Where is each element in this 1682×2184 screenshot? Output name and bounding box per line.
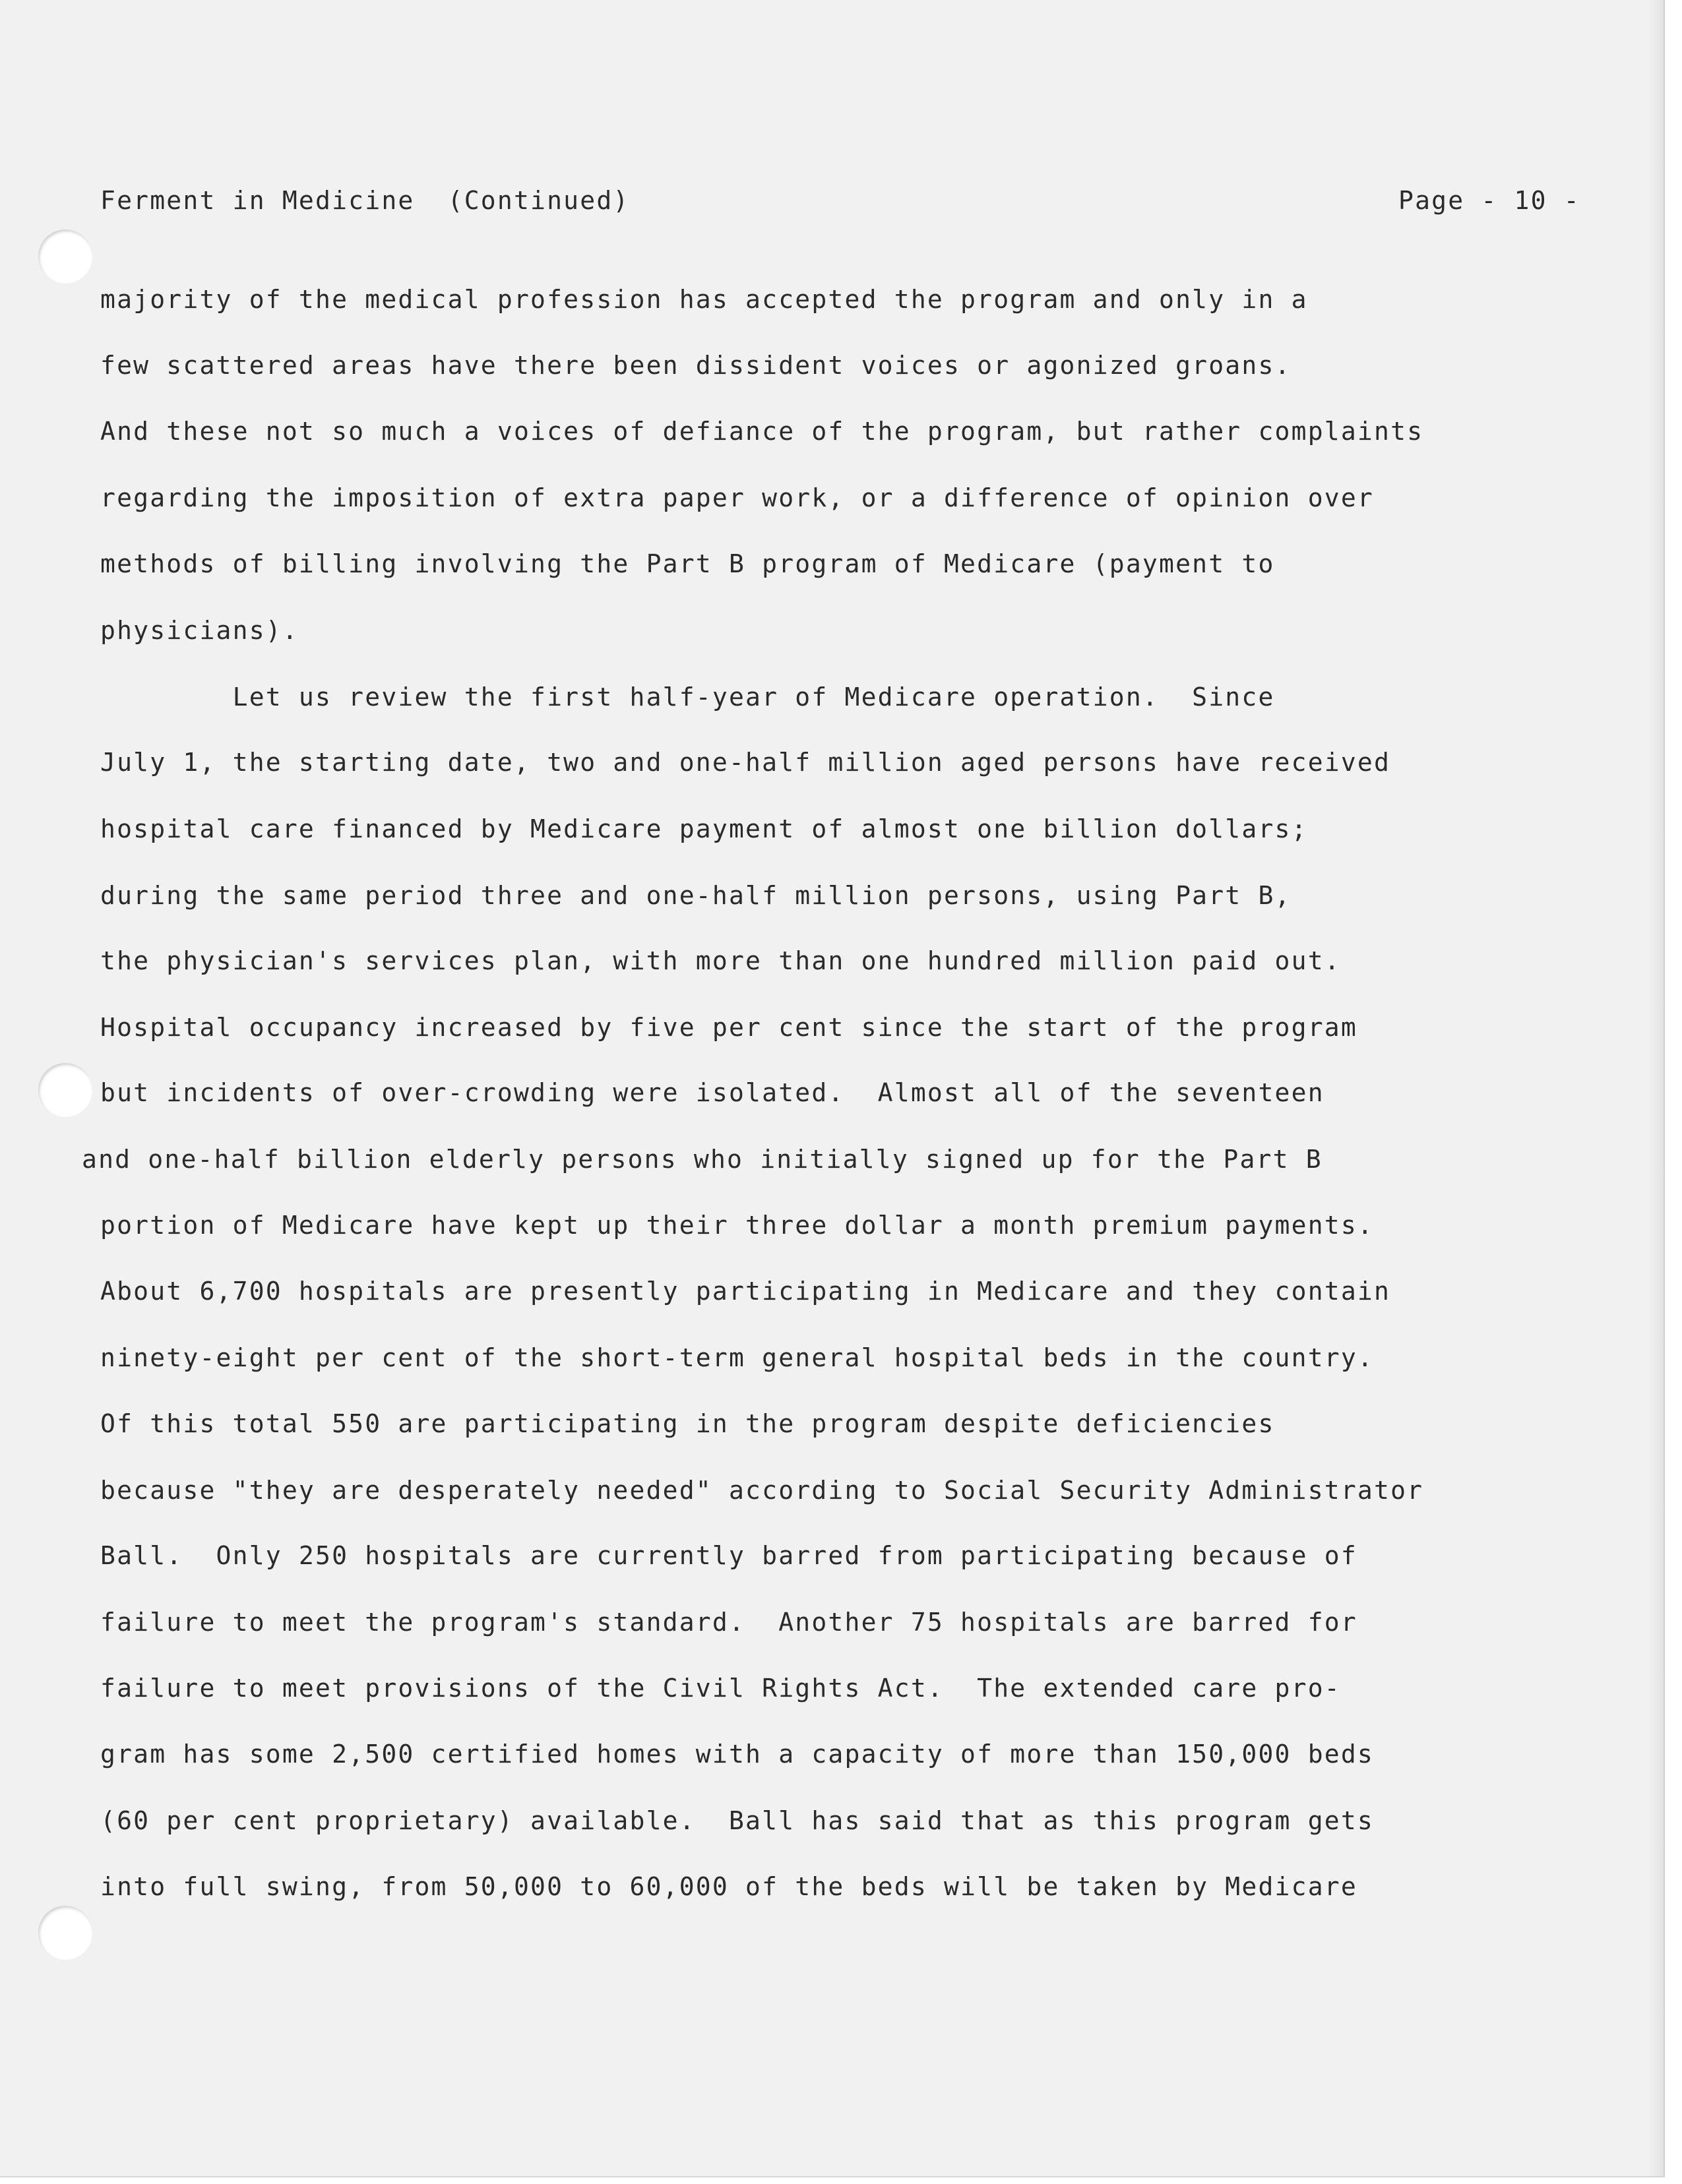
- text-line: portion of Medicare have kept up their three dollar a month premium payments.: [100, 1211, 1375, 1240]
- text-line: and one-half billion elderly persons who initially signed up for the Part B: [82, 1145, 1323, 1174]
- text-line: failure to meet the program's standard. Another 75 hospitals are barred for: [100, 1608, 1357, 1637]
- text-line: regarding the imposition of extra paper work, or a difference of opinion over: [100, 483, 1375, 512]
- text-line: during the same period three and one-half million persons, using Part B,: [100, 881, 1292, 910]
- text-line: July 1, the starting date, two and one-half million aged persons have received: [100, 748, 1391, 777]
- text-line: the physician's services plan, with more than one hundred million paid out.: [100, 946, 1341, 975]
- text-line: because "they are desperately needed" according to Social Security Administrator: [100, 1476, 1424, 1505]
- text-line: physicians).: [100, 616, 299, 645]
- text-line: Of this total 550 are participating in the program despite deficiencies: [100, 1409, 1275, 1438]
- binder-hole-middle: [38, 1063, 92, 1117]
- text-line: gram has some 2,500 certified homes with a capacity of more than 150,000 beds: [100, 1740, 1375, 1769]
- binder-hole-top: [38, 229, 92, 284]
- text-line: methods of billing involving the Part B program of Medicare (payment to: [100, 549, 1275, 578]
- running-header-title: Ferment in Medicine (Continued): [100, 186, 630, 215]
- text-line: into full swing, from 50,000 to 60,000 of the beds will be taken by Medicare: [100, 1872, 1357, 1901]
- text-line: About 6,700 hospitals are presently participating in Medicare and they contain: [100, 1277, 1391, 1306]
- text-line: few scattered areas have there been dissident voices or agonized groans.: [100, 351, 1292, 380]
- text-line: Ball. Only 250 hospitals are currently barred from participating because of: [100, 1541, 1357, 1570]
- text-line: failure to meet provisions of the Civil Rights Act. The extended care pro-: [100, 1674, 1341, 1703]
- text-line: Hospital occupancy increased by five per cent since the start of the program: [100, 1013, 1357, 1042]
- text-line: ninety-eight per cent of the short-term general hospital beds in the country.: [100, 1343, 1375, 1372]
- text-line: hospital care financed by Medicare payment of almost one billion dollars;: [100, 814, 1308, 843]
- text-line: but incidents of over-crowding were isolated. Almost all of the seventeen: [100, 1078, 1324, 1107]
- binder-hole-bottom: [38, 1906, 92, 1960]
- text-line: (60 per cent proprietary) available. Ball has said that as this program gets: [100, 1806, 1375, 1835]
- page-edge-shadow: [1648, 0, 1664, 2176]
- text-line: And these not so much a voices of defiance of the program, but rather complaints: [100, 417, 1424, 446]
- page-number: Page - 10 -: [1398, 186, 1580, 215]
- text-line: Let us review the first half-year of Medicare operation. Since: [100, 682, 1275, 712]
- text-line: majority of the medical profession has accepted the program and only in a: [100, 285, 1308, 314]
